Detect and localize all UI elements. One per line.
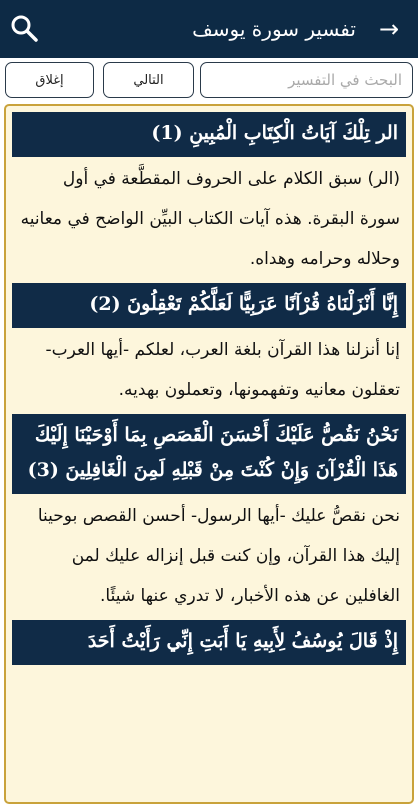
search-icon[interactable]: [8, 12, 40, 44]
tafsir-content[interactable]: [4, 104, 414, 804]
verse-text: إِذْ قَالَ يُوسُفُ لِأَبِيهِ يَا أَبَتِ إِنِّي رَأَيْتُ أَحَدَ: [12, 620, 406, 665]
verse-block: [12, 414, 406, 620]
back-arrow-icon[interactable]: →: [378, 15, 400, 43]
next-button[interactable]: التالي: [103, 62, 194, 98]
app-header: [0, 0, 418, 58]
verse-text: نَحْنُ نَقُصُّ عَلَيْكَ أَحْسَنَ الْقَصَصِ بِمَا أَوْحَيْنَا إِلَيْكَ هَذَا الْقُرْآنَ وَإِنْ كُنْتَ مِنْ قَبْلِهِ لَمِنَ الْغَافِلِينَ (3): [12, 414, 406, 494]
tafsir-text: إنا أنزلنا هذا القرآن بلغة العرب، لعلكم -أيها العرب- تعقلون معانيه وتفهمونها، وتعملون بهديه.: [45, 340, 400, 400]
close-button[interactable]: إغلاق: [5, 62, 94, 98]
verse-text: الر تِلْكَ آيَاتُ الْكِتَابِ الْمُبِينِ (1): [12, 112, 406, 157]
verse-block: [12, 112, 406, 283]
page-title: تفسير سورة يوسف: [192, 17, 356, 41]
search-toolbar: [0, 58, 418, 104]
verses-list: [12, 112, 406, 665]
tafsir-text: نحن نقصُّ عليك -أيها الرسول- أحسن القصص بوحينا إليك هذا القرآن، وإن كنت قبل إنزاله عليك لمن الغافلين عن هذه الأخبار، لا تدري عنها شيئًا.: [37, 506, 400, 606]
verse-text: إِنَّا أَنْزَلْنَاهُ قُرْآنًا عَرَبِيًّا لَعَلَّكُمْ تَعْقِلُونَ (2): [12, 283, 406, 328]
search-input[interactable]: [200, 62, 413, 98]
verse-block: [12, 620, 406, 665]
verse-block: [12, 283, 406, 414]
tafsir-text: (الر) سبق الكلام على الحروف المقطَّعة في أول سورة البقرة. هذه آيات الكتاب البيِّن الواضح في معانيه وحلاله وحرامه وهداه.: [20, 169, 400, 269]
